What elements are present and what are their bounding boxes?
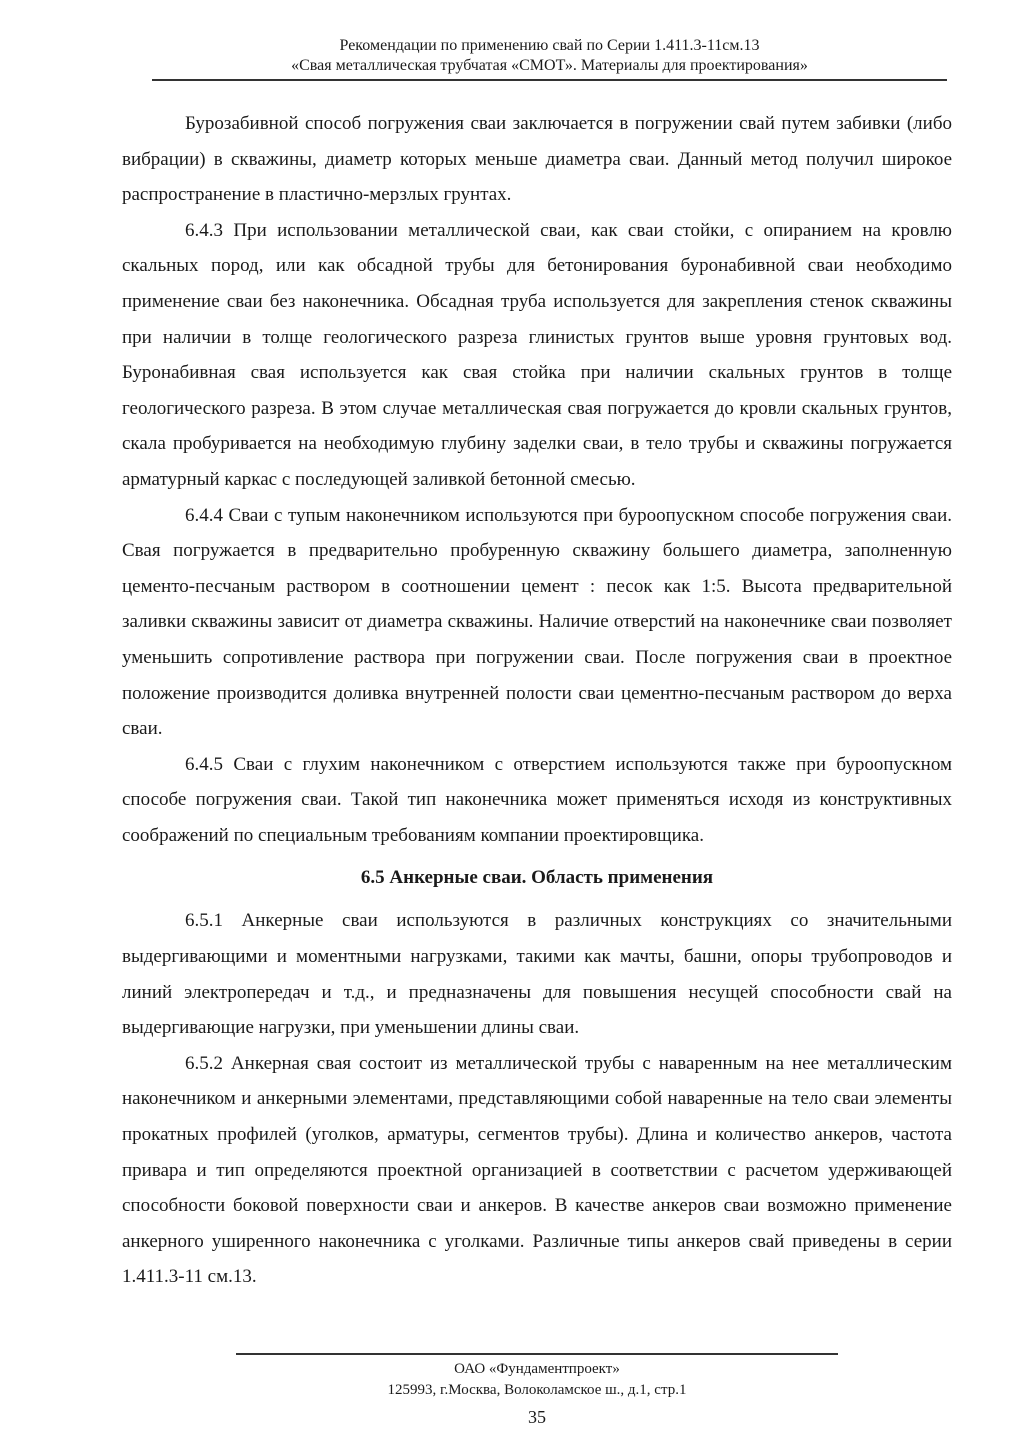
page-footer [236, 1359, 838, 1401]
footer-company: ОАО «Фундаментпроект» [454, 1361, 620, 1377]
paragraph-6-4-3: 6.4.3 При использовании металлической сваи, как сваи стойки, с опиранием на кровлю скальных пород, или как обсадной трубы для бетонирования буронабивной сваи необходимо применение сваи без наконечника. Обсадная труба используется для закрепления стенок скважины при наличии в толще геологического разреза глинистых грунтов выше уровня грунтовых вод. Буронабивная свая используется как свая стойка при наличии скальных грунтов в толще геологического разреза. В этом случае металлическая свая погружается до кровли скальных грунтов, скала пробуривается на необходимую глубину заделки сваи, в тело трубы и скважины погружается арматурный каркас с последующей заливкой бетонной смесью. [122, 219, 952, 490]
page-number: 35 [528, 1407, 546, 1427]
paragraph-6-4-4: 6.4.4 Сваи с тупым наконечником используются при буроопускном способе погружения сваи. Свая погружается в предварительно пробуренную скважину большего диаметра, заполненную цементо-песчаным раствором в соотношении цемент : песок как 1:5. Высота предварительной заливки скважины зависит от диаметра скважины. Наличие отверстий на наконечнике сваи позволяет уменьшить сопротивление раствора при погружении сваи. После погружения сваи в проектное положение производится доливка внутренней полости сваи цементно-песчаным раствором до верха сваи. [122, 504, 952, 740]
paragraph-6-4-5: 6.4.5 Сваи с глухим наконечником с отверстием используются также при буроопускном способе погружения сваи. Такой тип наконечника может применяться исходя из конструктивных соображений по специальным требованиям компании проектировщика. [122, 753, 952, 846]
page-header [152, 36, 947, 76]
paragraph-bored-driven: Бурозабивной способ погружения сваи заключается в погружении свай путем забивки (либо вибрации) в скважины, диаметр которых меньше диаметра сваи. Данный метод получил широкое распространение в пластично-мерзлых грунтах. [122, 113, 952, 206]
document-body [122, 106, 952, 1295]
footer-address: 125993, г.Москва, Волоколамское ш., д.1, стр.1 [387, 1382, 687, 1398]
paragraph-6-5-2: 6.5.2 Анкерная свая состоит из металлической трубы с наваренным на нее металлическим наконечником и анкерными элементами, представляющими собой наваренные на тело сваи элементы прокатных профилей (уголков, арматуры, сегментов трубы). Длина и количество анкеров, частота привара и тип определяются проектной организацией в соответствии с расчетом удерживающей способности боковой поверхности сваи и анкеров. В качестве анкеров сваи возможно применение анкерного уширенного наконечника с уголками. Различные типы анкеров свай приведены в серии 1.411.3-11 см.13. [122, 1052, 952, 1288]
header-line-2: «Свая металлическая трубчатая «СМОТ». Материалы для проектирования» [291, 57, 808, 74]
footer-divider [236, 1353, 838, 1355]
paragraph-6-5-1: 6.5.1 Анкерные сваи используются в различных конструкциях со значительными выдергивающими и моментными нагрузками, такими как мачты, башни, опоры трубопроводов и линий электропередач и т.д., и предназначены для повышения несущей способности свай на выдергивающие нагрузки, при уменьшении длины сваи. [122, 910, 952, 1039]
header-divider [152, 79, 947, 81]
header-line-1: Рекомендации по применению свай по Серии 1.411.3-11см.13 [339, 37, 760, 54]
section-heading-6-5: 6.5 Анкерные сваи. Область применения [360, 867, 714, 889]
